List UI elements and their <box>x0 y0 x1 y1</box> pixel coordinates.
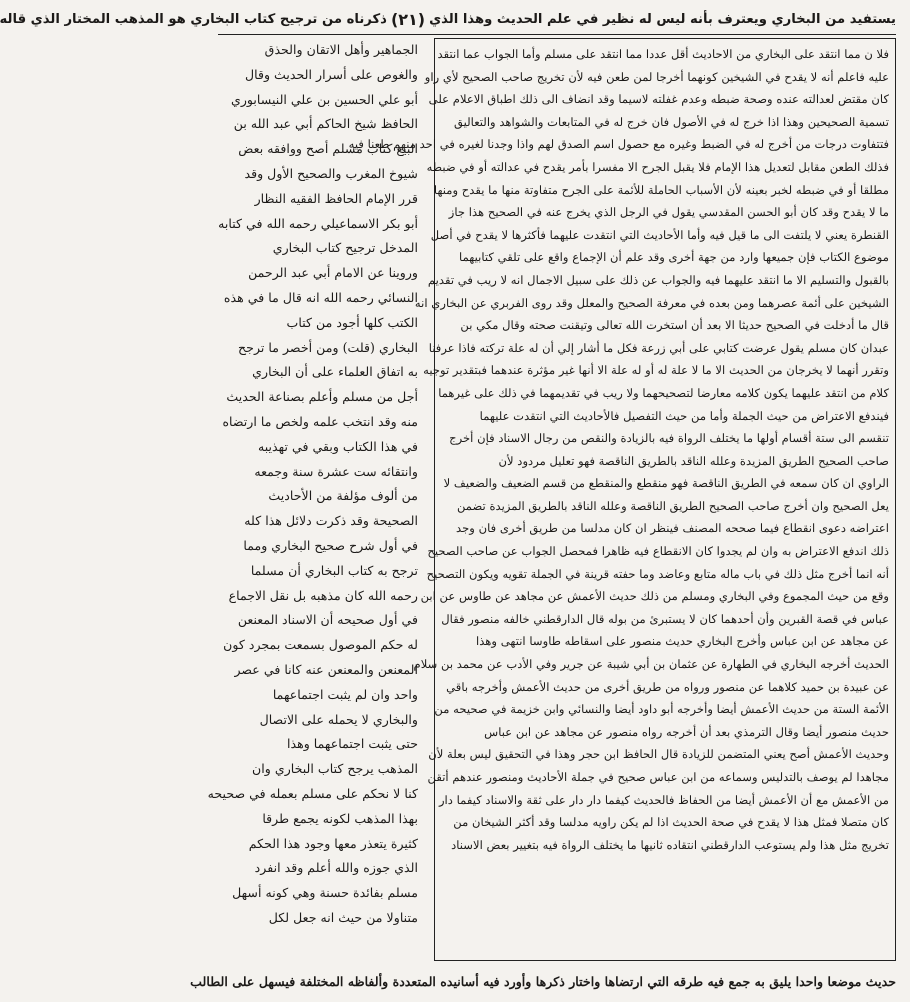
main-text-line: من الأعمش مع أن الأعمش أيضا من الحفاظ فالحديث كيفما دار دار على ثقة والاسناد كيفما دار <box>438 792 889 807</box>
main-text-line: صاحب الصحيح الطريق المزيدة وعلله الناقد بالطريق الناقصة فهو تعليل مردود لأن <box>498 453 889 468</box>
margin-text-line: وروينا عن الامام أبي عبد الرحمن <box>248 265 418 281</box>
main-text-line: مطلقا أو في ضبطه لخبر بعينه لأن الأسباب الحاملة للأئمة على الجرح متفاوتة منها ما يقدح ومنها <box>433 182 889 197</box>
main-text-line: تسمية الصحيحين وهذا اذا خرج له في الأصول فان خرج له في المتابعات والشواهد والتعاليق <box>453 114 889 129</box>
main-text-line: مجاهدا لم يوصف بالتدليس وسماعه من ابن عباس صحيح في جملة الأحاديث ومنصور عندهم أتقن <box>427 770 889 784</box>
margin-text-line: بهذا المذهب لكونه يجمع طرقا <box>262 810 418 826</box>
margin-text-line: ترجح به كتاب البخاري أن مسلما <box>250 562 418 578</box>
main-text-line: عباس في قصة القبرين وأن أحدهما كان لا يستبرئ من بوله قال الدارقطني خالفه منصور فقال <box>441 611 889 626</box>
main-text-line: عن مجاهد عن ابن عباس وأخرج البخاري حديث منصور على اسقاطه طاوسا انتهى وهذا <box>476 634 889 649</box>
main-text-line: تخريج مثل هذا ولم يستوعب الدارقطني انتقاده ثانيها ما يختلف الرواة فيه بتغيير بعض الاسناد <box>451 837 889 852</box>
margin-text-line: منه وقد انتخب علمه ولخص ما ارتضاه <box>222 413 418 429</box>
margin-text-line: شيوخ المغرب والصحيح الأول وقد <box>244 165 418 181</box>
main-text-line: فلا ن مما انتقد على البخاري من الاحاديث أقل عددا مما انتقد على مسلم وأما الجواب عما انتقد <box>437 47 889 61</box>
main-text-line: وقع من حيث المجموع وفي البخاري ومسلم من ذلك حديث الأعمش عن مجاهد عن طاوس عن ابن <box>420 589 889 604</box>
header-text-right: يستفيد من البخاري ويعترف بأنه ليس له نظير في علم الحديث وهذا الذي <box>429 11 896 27</box>
margin-text-line: الذي جوزه والله أعلم وقد انفرد <box>254 860 418 876</box>
main-text-line: اعتراضه دعوى انقطاع فيما صححه المصنف فينظر ان كان مدلسا من طريق أخرى فان وجد <box>456 521 889 536</box>
main-text-line: قال ما أدخلت في الصحيح حديثا الا بعد أن استخرت الله تعالى وتيقنت صحته وقال مكي بن <box>460 318 889 333</box>
page-body <box>207 38 896 961</box>
margin-text-line: كثيرة يتعذر معها وجود هذا الحكم <box>248 835 418 851</box>
margin-text-line: حتى يثبت اجتماعهما وهذا <box>286 736 418 752</box>
margin-text-line: واحد وان لم يثبت اجتماعهما <box>272 686 418 702</box>
margin-text-line: أجل من مسلم وأعلم بصناعة الحديث <box>226 389 418 405</box>
header-text-left: ذكرناه من ترجيح كتاب البخاري هو المذهب المختار الذي قاله <box>0 11 387 27</box>
margin-text-line: من ألوف مؤلفة من الأحاديث <box>268 488 418 504</box>
margin-text-line: الحافظ شيخ الحاكم أبي عبد الله بن <box>233 116 418 132</box>
main-text-line: كان مقتض لعدالته عنده وصحة ضبطه وعدم غفلته لاسيما وقد انضاف الى ذلك اطباق الاعلام على <box>428 92 889 107</box>
main-text-line: فتتفاوت درجات من أخرج له في الضبط وغيره مع حصول اسم الصدق لهم واذا وجدنا لغيره في احد منهم طعنا فيه <box>348 137 889 152</box>
main-text-line: وحديث الأعمش أصح يعني المتضمن للزيادة قال الحافظ ابن حجر وهذا في التحقيق ليس بعلة لأن <box>428 747 889 762</box>
main-text-line: كلام من انتقد عليهما يكون كلامه معارضا لتصحيحهما ولا ريب في تقديمهما في ذلك على غيرهما <box>438 385 889 400</box>
margin-text-column <box>207 38 422 961</box>
running-header <box>0 4 896 35</box>
main-text-line: فيندفع الاعتراض من حيث الجملة وأما من حيث التفصيل فالأحاديث التي انتقدت عليهما <box>479 408 889 423</box>
margin-text-line: البخاري (قلت) ومن أخصر ما ترجح <box>238 339 418 355</box>
margin-text-line: النسائي رحمه الله انه قال ما في هذه <box>223 289 418 305</box>
main-text-line: الحديث أخرجه البخاري في الطهارة عن عثمان بن أبي شيبة عن جرير وفي الأدب عن محمد بن سلام <box>413 657 889 672</box>
margin-text-line: الجماهير وأهل الاتقان والحذق <box>264 42 418 57</box>
main-text-line: عن عبيدة بن حميد كلاهما عن منصور ورواه من طريق أخرى من حديث الأعمش وأخرجه باقي <box>446 679 889 694</box>
main-text-line: كان متصلا فمثل هذا لا يقدح في صحة الحديث اذا لم يكن راويه مدلسا وقد أكثر الشيخان من <box>453 815 889 830</box>
main-text-line: يعل الصحيح وان أخرج صاحب الصحيح الطريق الناقصة وعلله الناقد بالطريق المزيدة تضمن <box>456 498 889 513</box>
main-text-line: عليه فاعلم أنه لا يقدح في الشيخين كونهما أخرجا لمن طعن فيه لأن تخريج صاحب الصحيح لأي راو <box>424 69 889 84</box>
margin-text-line: أبو بكر الاسماعيلي رحمه الله في كتابه <box>218 215 418 231</box>
margin-text-line: أبو علي الحسين بن علي النيسابوري <box>230 91 418 107</box>
margin-text-line: الصحيحة وقد ذكرت دلائل هذا كله <box>244 513 418 529</box>
main-text-line: حديث منصور أيضا وقال الترمذي بعد أن أخرجه رواه منصور عن مجاهد عن ابن عباس <box>484 724 889 739</box>
margin-text-line: في هذا الكتاب وبقي في تهذيبه <box>257 438 418 454</box>
page-number: (٢١) <box>390 9 426 29</box>
main-text-line: الراوي ان كان سمعه في الطريق الناقصة فهو منقطع والمنقطع من قسم الضعيف والضعيف لا <box>443 476 889 491</box>
margin-text-line: له حكم الموصول بسمعت بمجرد كون <box>223 637 418 653</box>
margin-text-line: في أول شرح صحيح البخاري ومما <box>243 537 418 553</box>
margin-text-line: وانتقائه ست عشرة سنة وجمعه <box>254 463 418 479</box>
main-text-line: عبدان كان مسلم يقول عرضت كتابي على أبي زرعة فكل ما أشار إلي أن له علة تركته فاذا عرفنا <box>428 340 889 355</box>
main-text-line: بالقبول والتسليم الا ما انتقد عليهما فيه والجواب عن ذلك على سبيل الاجمال انه لا ريب في تقديم <box>427 272 889 287</box>
margin-text-line: والغوص على أسرار الحديث وقال <box>244 66 418 82</box>
main-text-line: القنطرة يعني لا يلتفت الى ما قيل فيه وأما الأحاديث التي انتقدت عليهما فأكثرها لا يقدح في أصل <box>430 227 889 242</box>
margin-text-line: المعنعن والمعنعن عنه كانا في عصر <box>234 661 418 677</box>
margin-text-line: رحمه الله كان مذهبه بل نقل الاجماع <box>228 587 418 603</box>
main-text-line: أنه انما أخرج مثل ذلك في باب ماله متابع وعاضد وما حفته قرينة في الجملة تقويه ويكون التصحيح <box>426 566 889 581</box>
margin-text-line: كنا لا نحكم على مسلم بعمله في صحيحه <box>207 785 418 801</box>
margin-text-line: المذهب يرجح كتاب البخاري وان <box>252 761 418 777</box>
main-text-line: ذلك اندفع الاعتراض به وان لم يجدوا كان الانقطاع فيه ظاهرا فمحصل الجواب عن صاحب الصحيح <box>427 544 889 559</box>
margin-text-line: في أول صحيحه أن الاسناد المعنعن <box>237 612 418 628</box>
margin-text-line: به اتفاق العلماء على أن البخاري <box>252 364 418 380</box>
margin-text-line: المدخل ترجيح كتاب البخاري <box>272 240 418 256</box>
main-text-line: وتقرر أنهما لا يخرجان من الحديث الا ما لا علة له أو له علة الا أنها غير مؤثرة عندهما فبتقدير توجيه <box>423 363 889 378</box>
main-text-line: موضوع الكتاب فإن جميعها وارد من جهة أخرى وقد علم أن الإجماع واقع على تلقي كتابيهما <box>459 250 889 265</box>
main-text-line: الأئمة الستة من حديث الأعمش أيضا وأخرجه أبو داود أيضا والنسائي وابن خزيمة في صحيحه من <box>434 702 889 717</box>
main-text-line: فذلك الطعن مقابل لتعديل هذا الإمام فلا يقبل الجرح الا مفسرا بأمر يقدح في عدالته أو في ضبطه <box>426 159 889 174</box>
margin-text-line: والبخاري لا يحمله على الاتصال <box>259 711 418 727</box>
main-text-line: تنقسم الى ستة أقسام أولها ما يختلف الرواة فيه بالزيادة والنقص من رجال الاسناد فإن أخرج <box>449 431 889 446</box>
margin-text-line: متناولا من حيث انه جعل لكل <box>268 909 418 925</box>
margin-text-line: قرر الإمام الحافظ الفقيه النظار <box>254 190 418 206</box>
footer-line: حديث موضعا واحدا يليق به جمع فيه طرقه التي ارتضاها واختار ذكرها وأورد فيه أسانيده المتعددة وألفاظه المختلفة فيسهل على الطالب <box>190 974 896 989</box>
margin-text-line: مسلم بفائدة حسنة وهي كونه أسهل <box>232 885 418 901</box>
main-text-line: ما لا يقدح وقد كان أبو الحسن المقدسي يقول في الرجل الذي يخرج عنه في الصحيح هذا جاز <box>448 205 889 220</box>
main-text-line: الشيخين على أئمة عصرهما ومن بعده في معرفة الصحيح والمعلل وقد روى الفربري عن البخاري انه <box>414 295 889 310</box>
margin-text-line: الكتب كلها أجود من كتاب <box>286 314 418 330</box>
margin-text-line: البيع كتاب مسلم أصح ووافقه بعض <box>238 141 418 157</box>
